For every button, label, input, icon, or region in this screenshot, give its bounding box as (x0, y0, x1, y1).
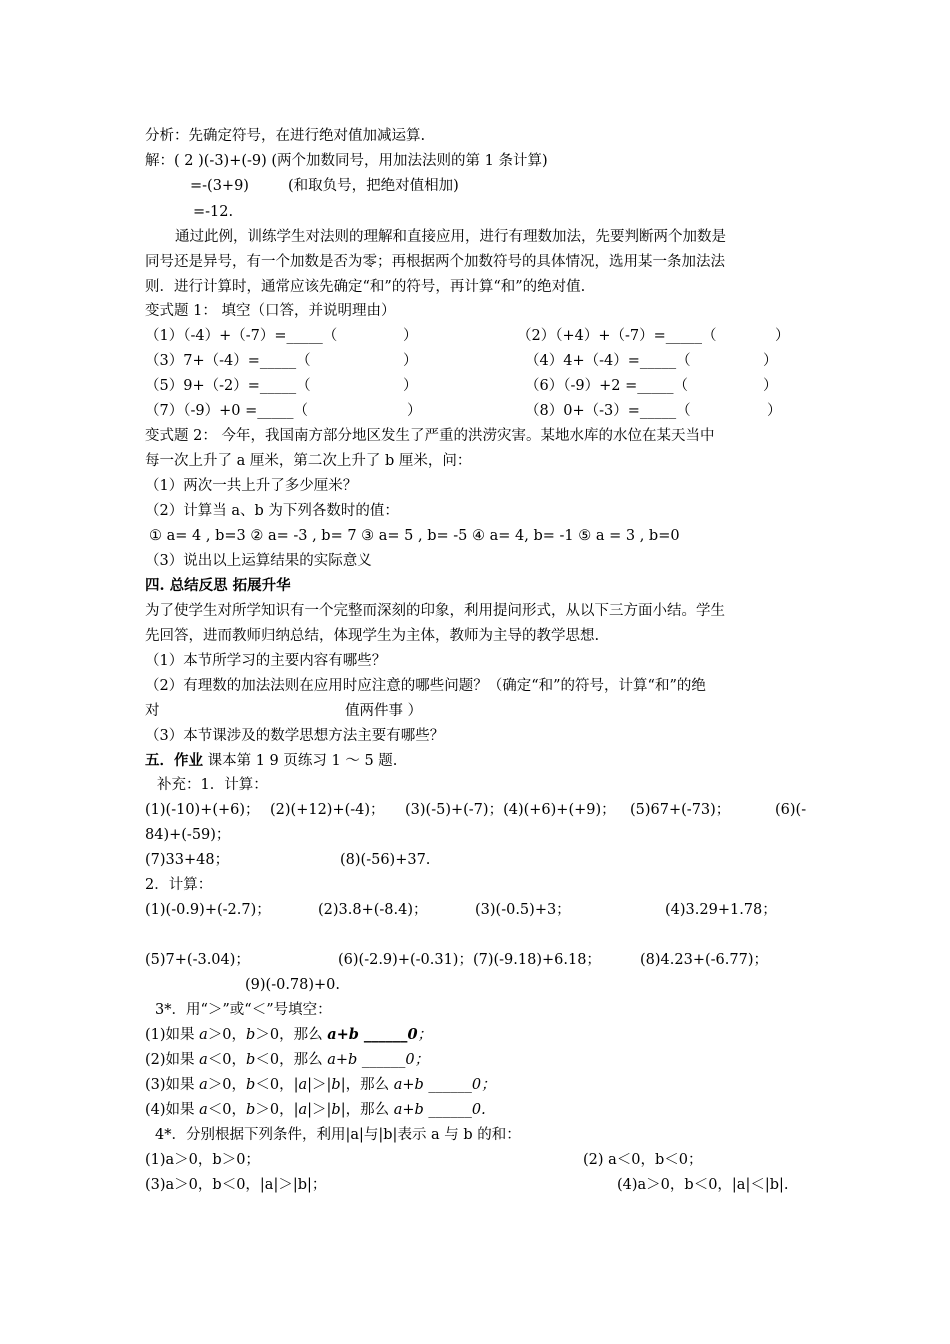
calc-1-6-cont: 84)+(-59)； (145, 827, 231, 843)
variant2-q2: （2）计算当 a、b 为下列各数时的值： (145, 503, 399, 519)
calc-1-6: (6)(- (775, 802, 807, 818)
calc-2-6-7: (6)(-2.9)+(-0.31)；(7)(-9.18)+6.18； (338, 952, 601, 968)
solution-line-2-note: (和取负号，把绝对值相加) (288, 178, 459, 194)
variant1-item-3-close: ） (403, 353, 418, 369)
section4-p1: 为了使学生对所学知识有一个完整而深刻的印象，利用提问形式，从以下三方面小结。学生 (145, 603, 725, 619)
variant2-q1: （1）两次一共上升了多少厘米？ (145, 478, 358, 494)
explain-line-3: 则．进行计算时，通常应该先确定“和”的符号，再计算“和”的绝对值. (145, 279, 586, 295)
section5-q3: 3*．用“＞”或“＜”号填空： (155, 1002, 332, 1018)
calc-2-3: (3)(-0.5)+3； (475, 902, 571, 918)
calc-1-8: (8)(-56)+37. (340, 852, 431, 868)
section5-q2: 2．计算： (145, 877, 213, 893)
variant1-item-3: （3）7+（-4）=_____（ (145, 353, 311, 369)
q4-item-3: (3)a＞0，b＜0，|a|＞|b|； (145, 1177, 327, 1193)
section5-heading-rest: 课本第 1 9 页练习 1 ～ 5 题. (203, 753, 398, 769)
variant1-item-8-close: ） (767, 403, 782, 419)
solution-line-2-expr: =-(3+9) (190, 178, 249, 194)
variant1-item-4: （4）4+（-4）=_____（ (525, 353, 691, 369)
calc-1-5: (5)67+(-73)； (630, 802, 731, 818)
variant1-item-6-close: ） (763, 378, 778, 394)
variant1-item-8: （8）0+（-3）=_____（ (525, 403, 691, 419)
calc-2-4: (4)3.29+1.78； (665, 902, 777, 918)
variant1-item-5: （5）9+（-2）=_____（ (145, 378, 311, 394)
q3-item-2: (2)如果 a＜0，b＜0，那么 a+b ______0； (145, 1052, 430, 1068)
variant1-item-6: （6）（-9）+2 =_____（ (525, 378, 688, 394)
variant2-line-1: 变式题 2： 今年，我国南方部分地区发生了严重的洪涝灾害。某地水库的水位在某天当中 (145, 428, 715, 444)
variant2-q3: （3）说出以上运算结果的实际意义 (145, 553, 372, 569)
explain-line-2: 同号还是异号，有一个加数是否为零；再根据两个加数符号的具体情况，选用某一条加法法 (145, 254, 725, 270)
variant1-item-7-close: ） (407, 403, 422, 419)
section5-supp: 补充：1．计算： (157, 777, 268, 793)
variant1-item-4-close: ） (763, 353, 778, 369)
section5-heading-line (145, 751, 397, 771)
calc-1-1: (1)(-10)+(+6)； (145, 802, 260, 818)
section4-q3: （3）本节课涉及的数学思想方法主要有哪些？ (145, 728, 445, 744)
calc-2-2: (2)3.8+(-8.4)； (318, 902, 428, 918)
section4-p2: 先回答，进而教师归纳总结，体现学生为主体，教师为主导的教学思想. (145, 628, 600, 644)
variant1-item-1-close: ） (403, 328, 418, 344)
section4-q2a: （2）有理数的加法法则在应用时应注意的哪些问题？（确定“和”的符号，计算“和”的绝 (145, 678, 706, 694)
q3-item-1: (1)如果 a＞0，b＞0，那么 a+b ______0； (145, 1026, 433, 1043)
q4-item-4: (4)a＞0，b＜0，|a|＜|b|. (617, 1177, 789, 1193)
variant1-item-2-close: ） (775, 328, 790, 344)
variant1-item-7: （7）（-9）+0 =_____（ (145, 403, 308, 419)
calc-2-5: (5)7+(-3.04)； (145, 952, 250, 968)
section5-q4: 4*．分别根据下列条件，利用|a|与|b|表示 a 与 b 的和： (155, 1127, 521, 1143)
calc-2-9: (9)(-0.78)+0. (245, 977, 341, 993)
calc-1-3: (3)(-5)+(-7)；(4)(+6)+(+9)； (405, 802, 616, 818)
section5-heading: 五．作业 (145, 752, 203, 769)
variant1-title: 变式题 1： 填空（口答，并说明理由） (145, 303, 396, 319)
variant1-item-2: （2）（+4）+（-7）=_____（ (517, 328, 717, 344)
explain-line-1: 通过此例，训练学生对法则的理解和直接应用，进行有理数加法，先要判断两个加数是 (175, 229, 726, 245)
calc-2-1: (1)(-0.9)+(-2.7)； (145, 902, 271, 918)
variant1-item-5-close: ） (403, 378, 418, 394)
section4-q1: （1）本节所学习的主要内容有哪些？ (145, 653, 387, 669)
q4-item-1: (1)a＞0，b＞0； (145, 1152, 260, 1168)
solution-line-3: =-12. (193, 204, 234, 220)
section4-q2b-right: 值两件事 ） (345, 703, 423, 719)
calc-1-7: (7)33+48； (145, 852, 230, 868)
analysis-line: 分析：先确定符号，在进行绝对值加减运算. (145, 128, 426, 144)
section4-heading: 四. 总结反思 拓展升华 (145, 577, 291, 594)
variant2-values: ① a= 4 , b=3 ② a= -3 , b= 7 ③ a= 5 , b= -5 ④ a= 4, b= -1 ⑤ a = 3 , b=0 (149, 528, 680, 544)
section4-q2b-left: 对 (145, 703, 160, 719)
variant2-line-2: 每一次上升了 a 厘米，第二次上升了 b 厘米，问： (145, 453, 472, 469)
calc-1-2: (2)(+12)+(-4)； (270, 802, 385, 818)
calc-2-8: (8)4.23+(-6.77)； (640, 952, 768, 968)
q3-item-3: (3)如果 a＞0，b＜0，|a|＞|b|，那么 a+b ______0； (145, 1077, 496, 1093)
q4-item-2: (2) a＜0，b＜0； (583, 1152, 703, 1168)
variant1-item-1: （1）（-4）+（-7）=_____（ (145, 328, 338, 344)
solution-line-1: 解：( 2 )(-3)+(-9) (两个加数同号，用加法法则的第 1 条计算) (145, 153, 548, 169)
q3-item-4: (4)如果 a＜0，b＞0，|a|＞|b|，那么 a+b ______0. (145, 1102, 486, 1118)
